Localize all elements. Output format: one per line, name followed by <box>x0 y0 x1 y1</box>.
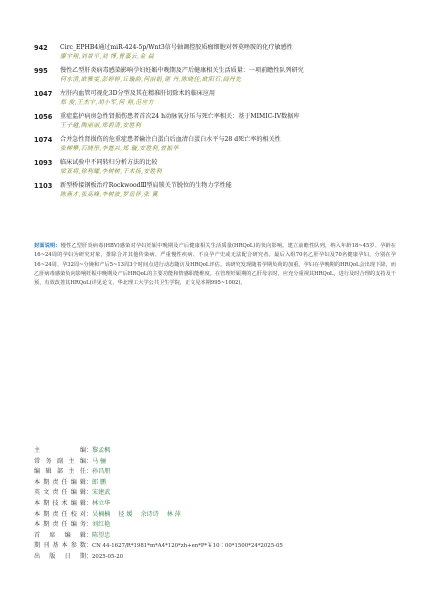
staff-value: 吴楠楠 径 媛 余诗诗 林 萍 <box>92 510 181 518</box>
toc-page-number: 1047 <box>34 90 53 98</box>
staff-value: 刘红艳 <box>92 521 111 529</box>
staff-label: 编辑部主任 <box>34 468 86 476</box>
toc-authors: 郑 俊,王杰宇,胡小军,何 翔,范应方 <box>60 100 155 106</box>
staff-row: 期刊基本参数 ： CN 44-1627/R*1981*m*A4*120*zh+en*P*￥10∶00*1500*24*2025-05 <box>34 541 404 552</box>
toc-authors: 陈燕才,张高峰,李树波,罗岳祥,张 翼 <box>60 192 158 198</box>
toc-entry[interactable] <box>34 43 404 62</box>
toc-authors: 张柳攀,石晓彤,李霆兴,郑 璇,安胜利,曾振华 <box>60 146 179 152</box>
toc-authors: 何水清,欧雅雯,彭婷婷,丘璇韵,何丽娟,谢 丹,陈晓佳,欧阳石,阎丹先 <box>60 77 242 83</box>
toc-title[interactable]: Circ_EPHB4通过miR-424-5p/Wnt3信号轴调控胶质瘤细胞对替莫唑胺的化疗敏感性 <box>60 44 293 51</box>
staff-value: 林立华 <box>92 499 111 507</box>
toc-page-number: 1103 <box>34 182 53 190</box>
staff-value: 马 骊 <box>92 457 107 465</box>
staff-value: 宋建武 <box>92 489 111 497</box>
toc-entry[interactable] <box>34 112 404 131</box>
cover-description-text: 慢性乙型肝炎病毒(HBV)感染对孕妇妊娠中晚期及产后健康相关生活质量(HRQoL)的负向影响。建立前瞻性队列，纳入年龄18~45岁、孕龄在16~24周的孕妇为研究对象，排除合并其他传染病、严重慢性疾病、不良孕产史或无法配合研究者。最后入组70名乙肝孕妇及70名健康孕妇，分别在孕16~24周、孕32周~分娩和产后5~13周3个时间点进行动态随访及HRQoL评估。该研究发现随着孕期负荷的加重，孕妇在孕晚期的HRQoL会出现下降，而乙肝病毒感染负向影响妊娠中晚期及产后HRQoL的主要功能和情感职能维度。在管理妊娠期的乙肝母亲时，应充分重视其HRQoL，进行及时合理的支持及干预，有效改善其HRQoL(详见论文，华北理工大学公共卫生学院，正文见本期995~1002)。 <box>34 243 396 287</box>
staff-value: 郎 鹏 <box>92 478 107 486</box>
staff-row: 本期责任编务 ： 刘红艳 <box>34 520 404 531</box>
toc-entry[interactable] <box>34 89 404 108</box>
toc-authors: 梁亚将,徐利耀,李树树,于术扬,安胜利 <box>60 169 162 175</box>
staff-value: 黎孟枫 <box>92 447 111 454</box>
toc-page-number: 1074 <box>34 136 53 144</box>
toc-title[interactable]: 临床试验中不同转归分析方法的比较 <box>60 159 158 166</box>
staff-row: 本期技术编辑 ： 林立华 <box>34 499 404 510</box>
staff-row: 出版日期 ： 2025-05-20 <box>34 552 404 563</box>
toc-title[interactable]: 慢性乙型肝炎病毒感染影响孕妇妊娠中晚期及产后健康相关生活质量：一项前瞻性队列研究 <box>60 67 304 74</box>
staff-label: 期刊基本参数 <box>34 542 86 550</box>
publication-date: 2025-05-20 <box>92 553 124 560</box>
toc-title[interactable]: 合并急性肾损伤的危重症患者输注白蛋白后血清白蛋白水平与28 d死亡率的相关性 <box>60 136 281 143</box>
journal-parameters: CN 44-1627/R*1981*m*A4*120*zh+en*P*￥10∶00*1500*24*2025-05 <box>92 543 283 550</box>
staff-label: 本期责任编辑 <box>34 478 86 486</box>
staff-row: 本期责任编辑 ： 郎 鹏 <box>34 478 404 489</box>
toc-entry[interactable] <box>34 181 404 200</box>
toc-title[interactable]: 左肝内血管可视化3D分型及其在精准肝切除术的临床应用 <box>60 90 216 97</box>
staff-value: 陈望忠 <box>92 531 111 539</box>
staff-label: 主编 <box>34 447 86 454</box>
toc-title[interactable]: 新型桥接钢板治疗RockwoodⅢ型肩锁关节脱位的生物力学性能 <box>60 182 232 189</box>
toc-page-number: 1056 <box>34 113 53 121</box>
toc-authors: 廖宇翔,刘景平,刘 博,曹嘉云,金 晨 <box>60 54 155 60</box>
staff-label: 本期技术编辑 <box>34 499 86 507</box>
staff-row: 编辑部主任 ： 孙昌朋 <box>34 467 404 478</box>
staff-label: 本期责任校对 <box>34 510 86 518</box>
staff-row: 首席编辑 ： 陈望忠 <box>34 531 404 542</box>
editorial-staff <box>34 446 404 563</box>
cover-description <box>34 242 396 288</box>
staff-row: 主编 ： 黎孟枫 <box>34 446 404 457</box>
toc-page-number: 995 <box>34 67 48 75</box>
staff-value: 孙昌朋 <box>92 468 111 476</box>
staff-label: 出版日期 <box>34 552 86 560</box>
toc-entry[interactable] <box>34 66 404 85</box>
table-of-contents <box>34 43 404 204</box>
staff-label: 英文责任编辑 <box>34 489 86 497</box>
staff-label: 本期责任编务 <box>34 521 86 529</box>
toc-entry[interactable] <box>34 158 404 177</box>
toc-entry[interactable] <box>34 135 404 154</box>
toc-page-number: 942 <box>34 44 48 52</box>
staff-row: 常务副主编 ： 马 骊 <box>34 457 404 468</box>
toc-title[interactable]: 重症监护病房急性肾损伤患者首次24 h动脉氧分压与死亡率相关：基于MIMIC-IV数据库 <box>60 113 300 120</box>
staff-row: 英文责任编辑 ： 宋建武 <box>34 488 404 499</box>
toc-page-number: 1093 <box>34 159 53 167</box>
staff-row: 本期责任校对 ： 吴楠楠 径 媛 余诗诗 林 萍 <box>34 510 404 521</box>
toc-authors: 王子越,陶丽丽,郑碧清,安胜利 <box>60 123 142 129</box>
staff-label: 首席编辑 <box>34 531 86 539</box>
staff-label: 常务副主编 <box>34 457 86 465</box>
cover-description-label: 封面说明： <box>34 243 61 249</box>
